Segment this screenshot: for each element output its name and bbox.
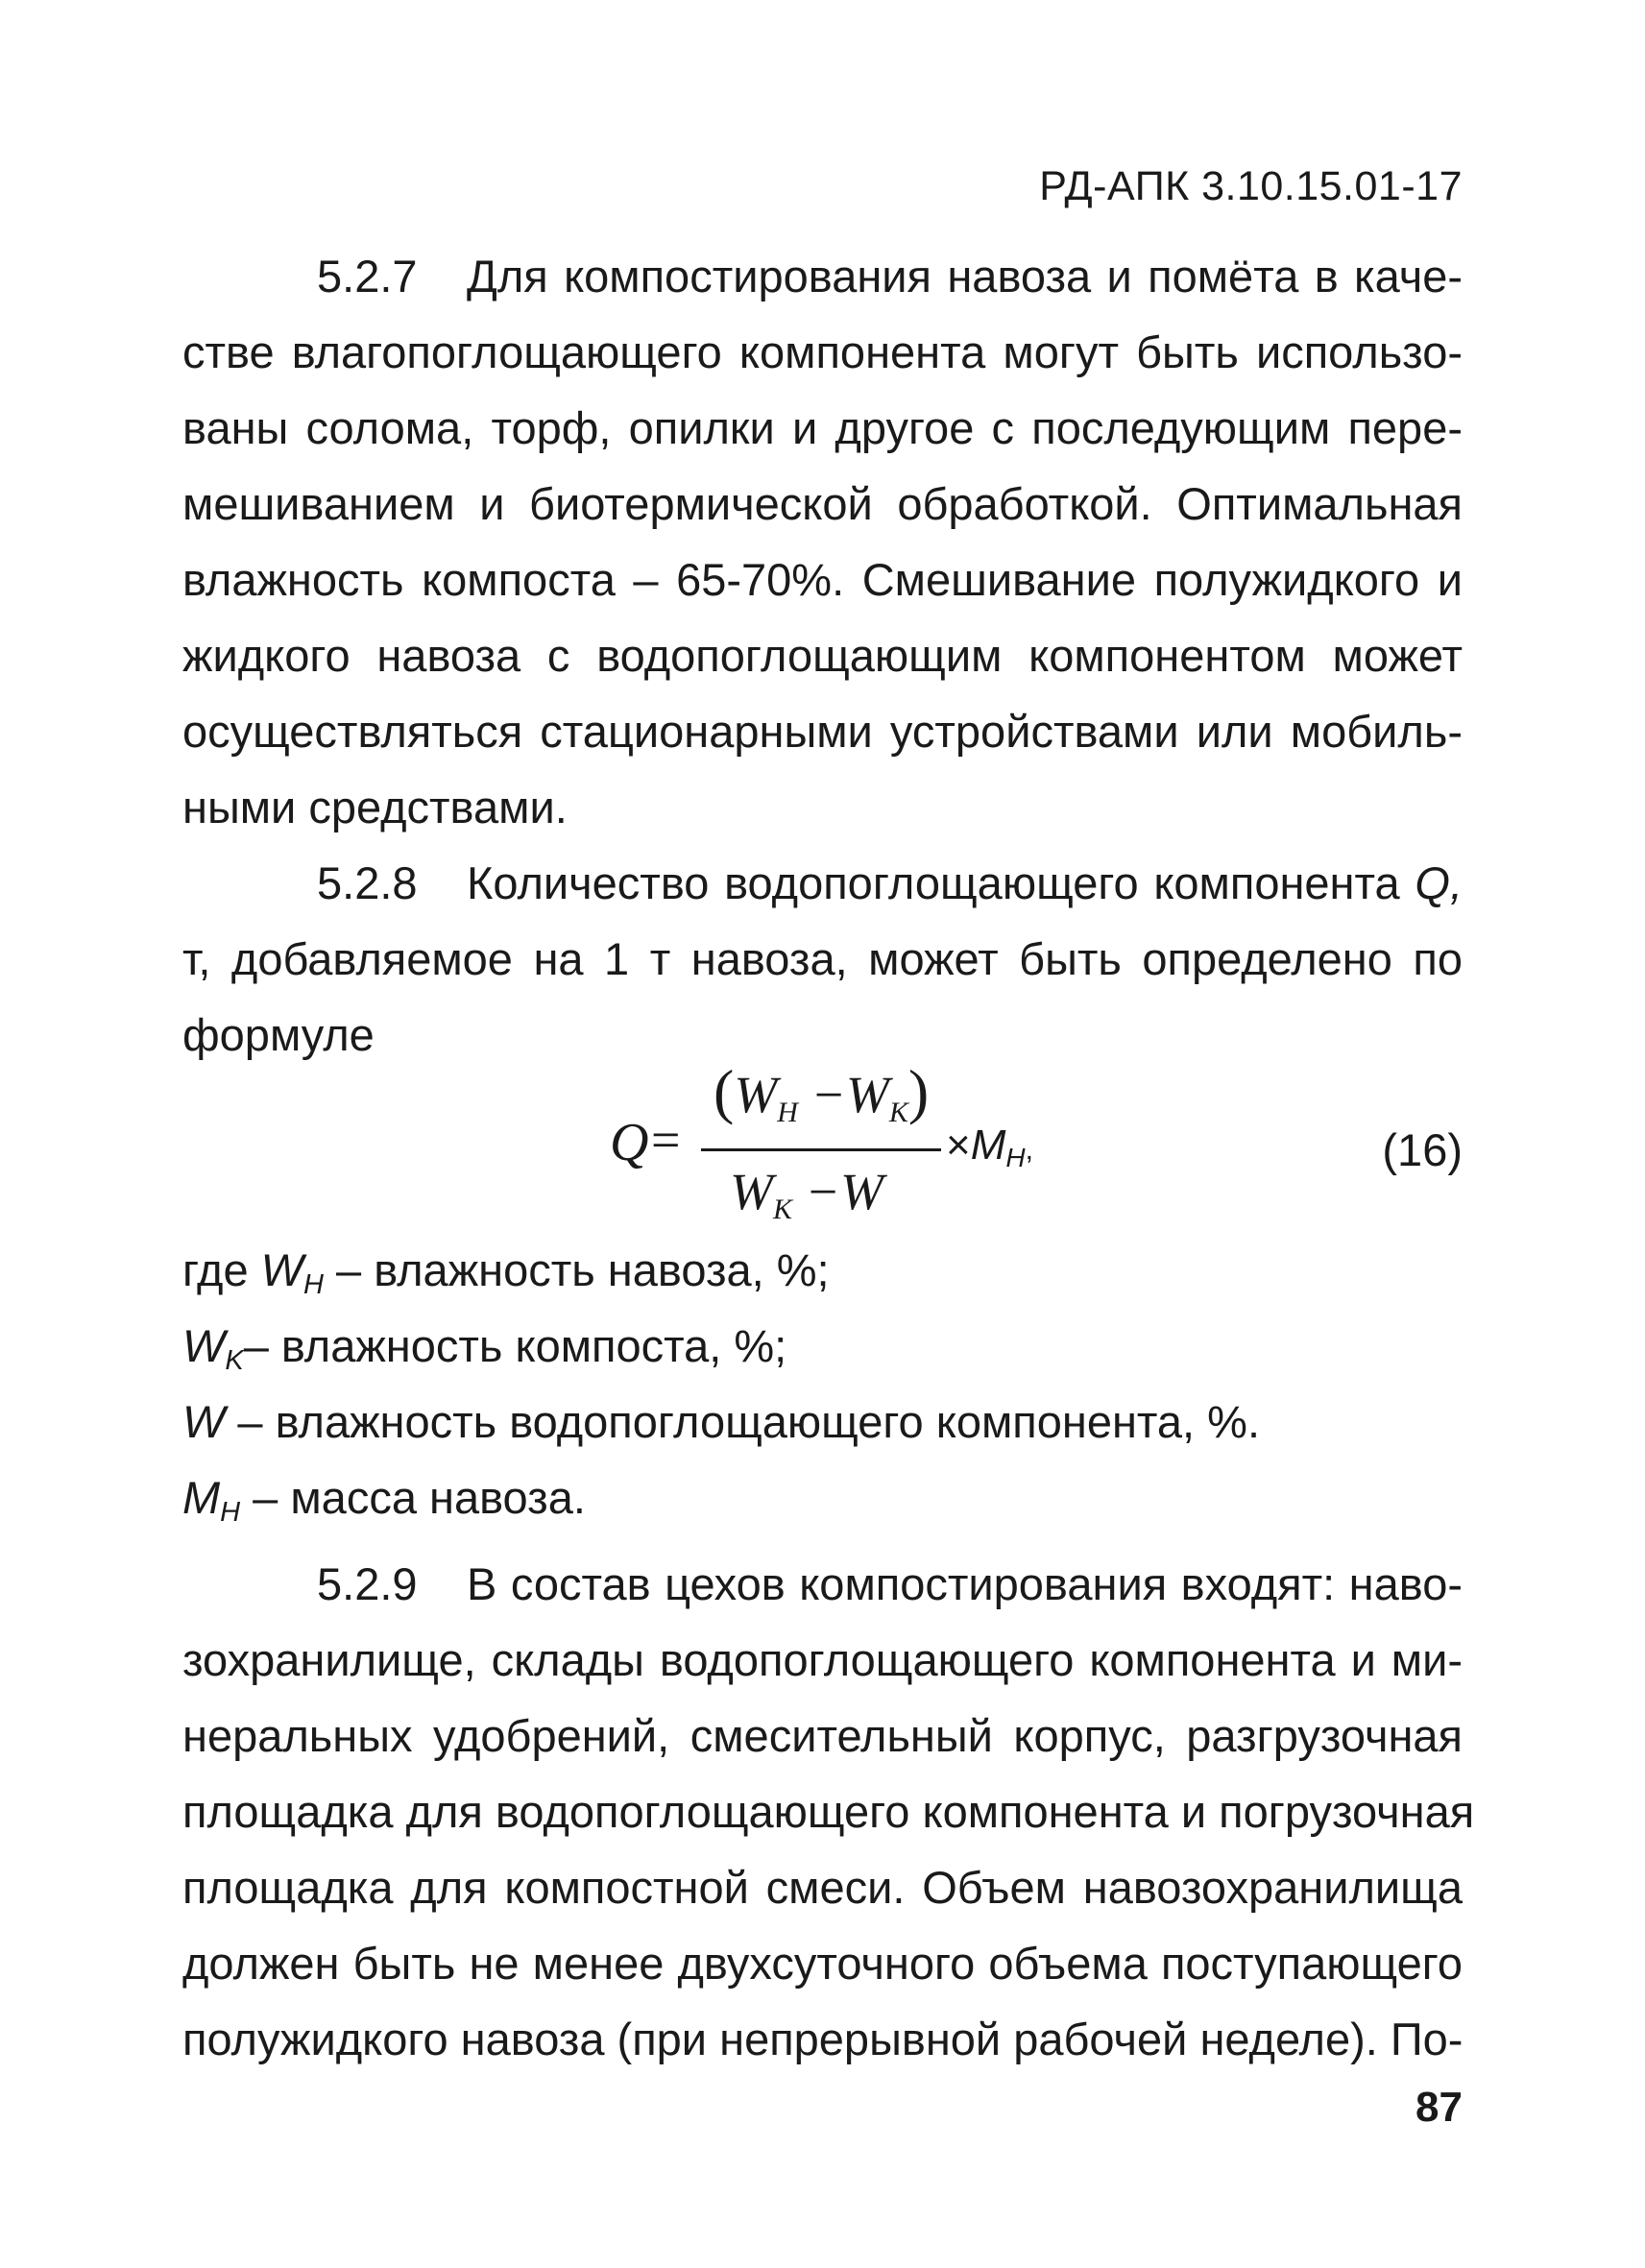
- paragraph-line: полужидкого навоза (при непрерывной рабочей неделе). По-: [182, 2014, 1464, 2064]
- paragraph-5-2-9: [182, 1546, 1475, 2077]
- paragraph-line: 5.2.8 Количество водопоглощающего компонента Q,: [182, 845, 1463, 921]
- paragraph-line: площадка для компостной смеси. Объем навозохранилища: [182, 1862, 1463, 1913]
- paragraph-line: ными средствами.: [182, 782, 568, 832]
- paragraph-line: ваны солома, торф, опилки и другое с последующим пере-: [182, 402, 1463, 453]
- definition-wk: $W_K-$ влажность компоста, %;: [182, 1320, 787, 1376]
- formula-numerator: (WH −WK): [714, 1057, 930, 1128]
- page-number: 87: [1415, 2084, 1463, 2131]
- formula-lhs: Q: [610, 1113, 649, 1172]
- definition-wh: где $W_H$ – влажность навоза, %;: [182, 1244, 830, 1300]
- clause-number: 5.2.7: [317, 251, 418, 302]
- paragraph-line: 5.2.7 Для компостирования навоза и помёта в каче-: [182, 238, 1463, 314]
- formula-denominator: WK −W: [730, 1163, 883, 1225]
- paragraph-line: т, добавляемое на 1 т навоза, может быть определено по: [182, 933, 1463, 984]
- paragraph-line: должен быть не менее двухсуточного объема поступающего: [182, 1938, 1463, 1989]
- paragraph-line: стве влагопоглощающего компонента могут быть использо-: [182, 326, 1463, 377]
- paragraph-line: зохранилище, склады водопоглощающего компонента и ми-: [182, 1634, 1463, 1685]
- paragraph-line: формуле: [182, 1009, 375, 1060]
- paragraph-line: неральных удобрений, смесительный корпус, разгрузочная: [182, 1710, 1463, 1761]
- paragraph-line: 5.2.9 В состав цехов компостирования входят: наво-: [182, 1546, 1463, 1622]
- paragraph-line: жидкого навоза с водопоглощающим компонентом может: [182, 630, 1463, 681]
- formula-number: (16): [1382, 1124, 1463, 1175]
- paragraph-5-2-8: [182, 845, 1463, 1073]
- paragraph-line: площадка для водопоглощающего компонента и погрузочная: [182, 1786, 1475, 1837]
- paragraph-line: мешиванием и биотермической обработкой. Оптимальная: [182, 478, 1463, 529]
- paragraph-line: влажность компоста – 65-70%. Смешивание полужидкого и: [182, 554, 1463, 605]
- clause-number: 5.2.9: [317, 1558, 418, 1609]
- formula-multiplier: $\times M_H$,: [946, 1122, 1033, 1172]
- variable-q: Q,: [1415, 857, 1464, 908]
- paragraph-5-2-7: [182, 238, 1463, 845]
- paragraph-line: осуществляться стационарными устройствами или мобиль-: [182, 706, 1463, 757]
- clause-number: 5.2.8: [317, 857, 418, 908]
- definition-mh: $M_H$ – масса навоза.: [182, 1472, 586, 1528]
- definition-w: W – влажность водопоглощающего компонента, %.: [182, 1396, 1261, 1447]
- formula-16: [610, 1056, 1474, 1248]
- formula-equals: =: [651, 1111, 681, 1169]
- fraction-bar: [701, 1148, 941, 1151]
- document-code: РД-АПК 3.10.15.01-17: [1039, 163, 1463, 209]
